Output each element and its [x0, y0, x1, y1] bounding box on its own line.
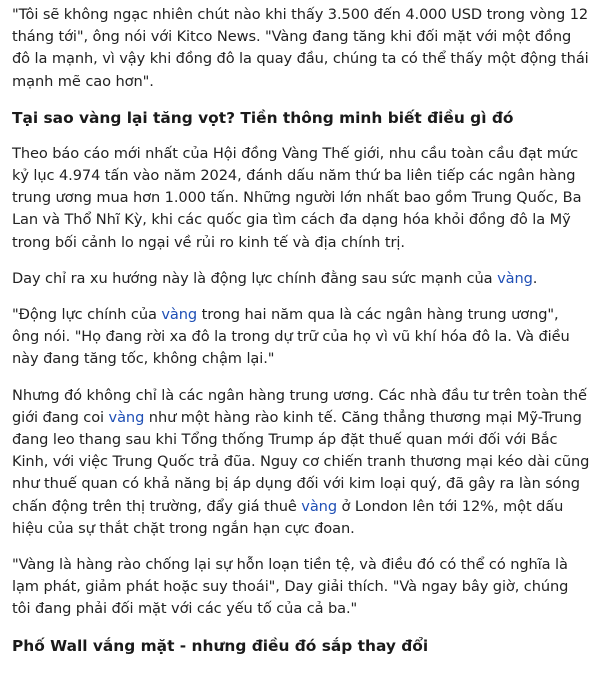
- text-segment: "Động lực chính của: [12, 306, 162, 324]
- quote-paragraph-central-banks: [12, 304, 590, 371]
- gold-link[interactable]: vàng: [497, 269, 533, 287]
- gold-link[interactable]: vàng: [161, 306, 198, 324]
- section-heading-wall-street: Phố Wall vắng mặt - nhưng điều đó sắp thay đổi: [12, 636, 429, 655]
- text-segment: ở London lên tới 12%, một dấu hiệu của sự thắt chặt trong ngắn hạn cực đoan.: [12, 497, 564, 537]
- gold-link[interactable]: vàng: [108, 408, 145, 426]
- quote-paragraph-kitco: "Tôi sẽ không ngạc nhiên chút nào khi thấy 3.500 đến 4.000 USD trong vòng 12 tháng tới", ông nói với Kitco News. "Vàng đang tăng khi đối mặt với một đồng đô la mạnh, vì vậy khi đồng đô la quay đầu, chúng ta có thể thấy một động thái mạnh mẽ cao hơn".: [12, 6, 589, 90]
- text-segment: Nhưng đó không chỉ là các ngân hàng trung ương. Các nhà đầu tư trên toàn thế giới đang coi: [12, 386, 587, 426]
- paragraph-world-gold-council: Theo báo cáo mới nhất của Hội đồng Vàng Thế giới, nhu cầu toàn cầu đạt mức kỷ lục 4.974 tấn vào năm 2024, đánh dấu năm thứ ba liên tiếp các ngân hàng trung ương mua hơn 1.000 tấn. Những người lớn nhất bao gồm Trung Quốc, Ba Lan và Thổ Nhĩ Kỳ, khi các quốc gia tìm cách đa dạng hóa khỏi đồng đô la Mỹ trong bối cảnh lo ngại về rủi ro kinh tế và địa chính trị.: [12, 144, 582, 251]
- quote-paragraph-hedge-chaos: "Vàng là hàng rào chống lại sự hỗn loạn tiền tệ, và điều đó có thể có nghĩa là lạm phát, giảm phát hoặc suy thoái", Day giải thích. "Và ngay bây giờ, chúng tôi đang phải đối mặt với các yếu tố của cả ba.": [12, 556, 569, 618]
- paragraph-day-trend: [12, 268, 590, 290]
- text-segment: trong hai năm qua là các ngân hàng trung ương", ông nói. "Họ đang rời xa đô la trong dự trữ của họ vì vũ khí hóa đô la. Và điều này đang tăng tốc, không chậm lại.": [12, 306, 570, 368]
- text-segment: .: [532, 269, 538, 287]
- paragraph-investors-hedge: [12, 385, 590, 540]
- section-heading-why-gold-soared: Tại sao vàng lại tăng vọt? Tiền thông minh biết điều gì đó: [12, 108, 514, 127]
- gold-link[interactable]: vàng: [301, 497, 337, 515]
- text-segment: Day chỉ ra xu hướng này là động lực chính đằng sau sức mạnh của: [12, 269, 498, 287]
- text-segment: như một hàng rào kinh tế. Căng thẳng thương mại Mỹ-Trung đang leo thang sau khi Tổng thống Trump áp đặt thuế quan mới đối với Bắc Kinh, với việc Trung Quốc trả đũa. Nguy cơ chiến tranh thương mại kéo dài cũng như thuế quan có khả năng bị áp dụng đối với kim loại quý, đã gây ra làn sóng chấn động trên thị trường, đẩy giá thuê: [12, 408, 590, 515]
